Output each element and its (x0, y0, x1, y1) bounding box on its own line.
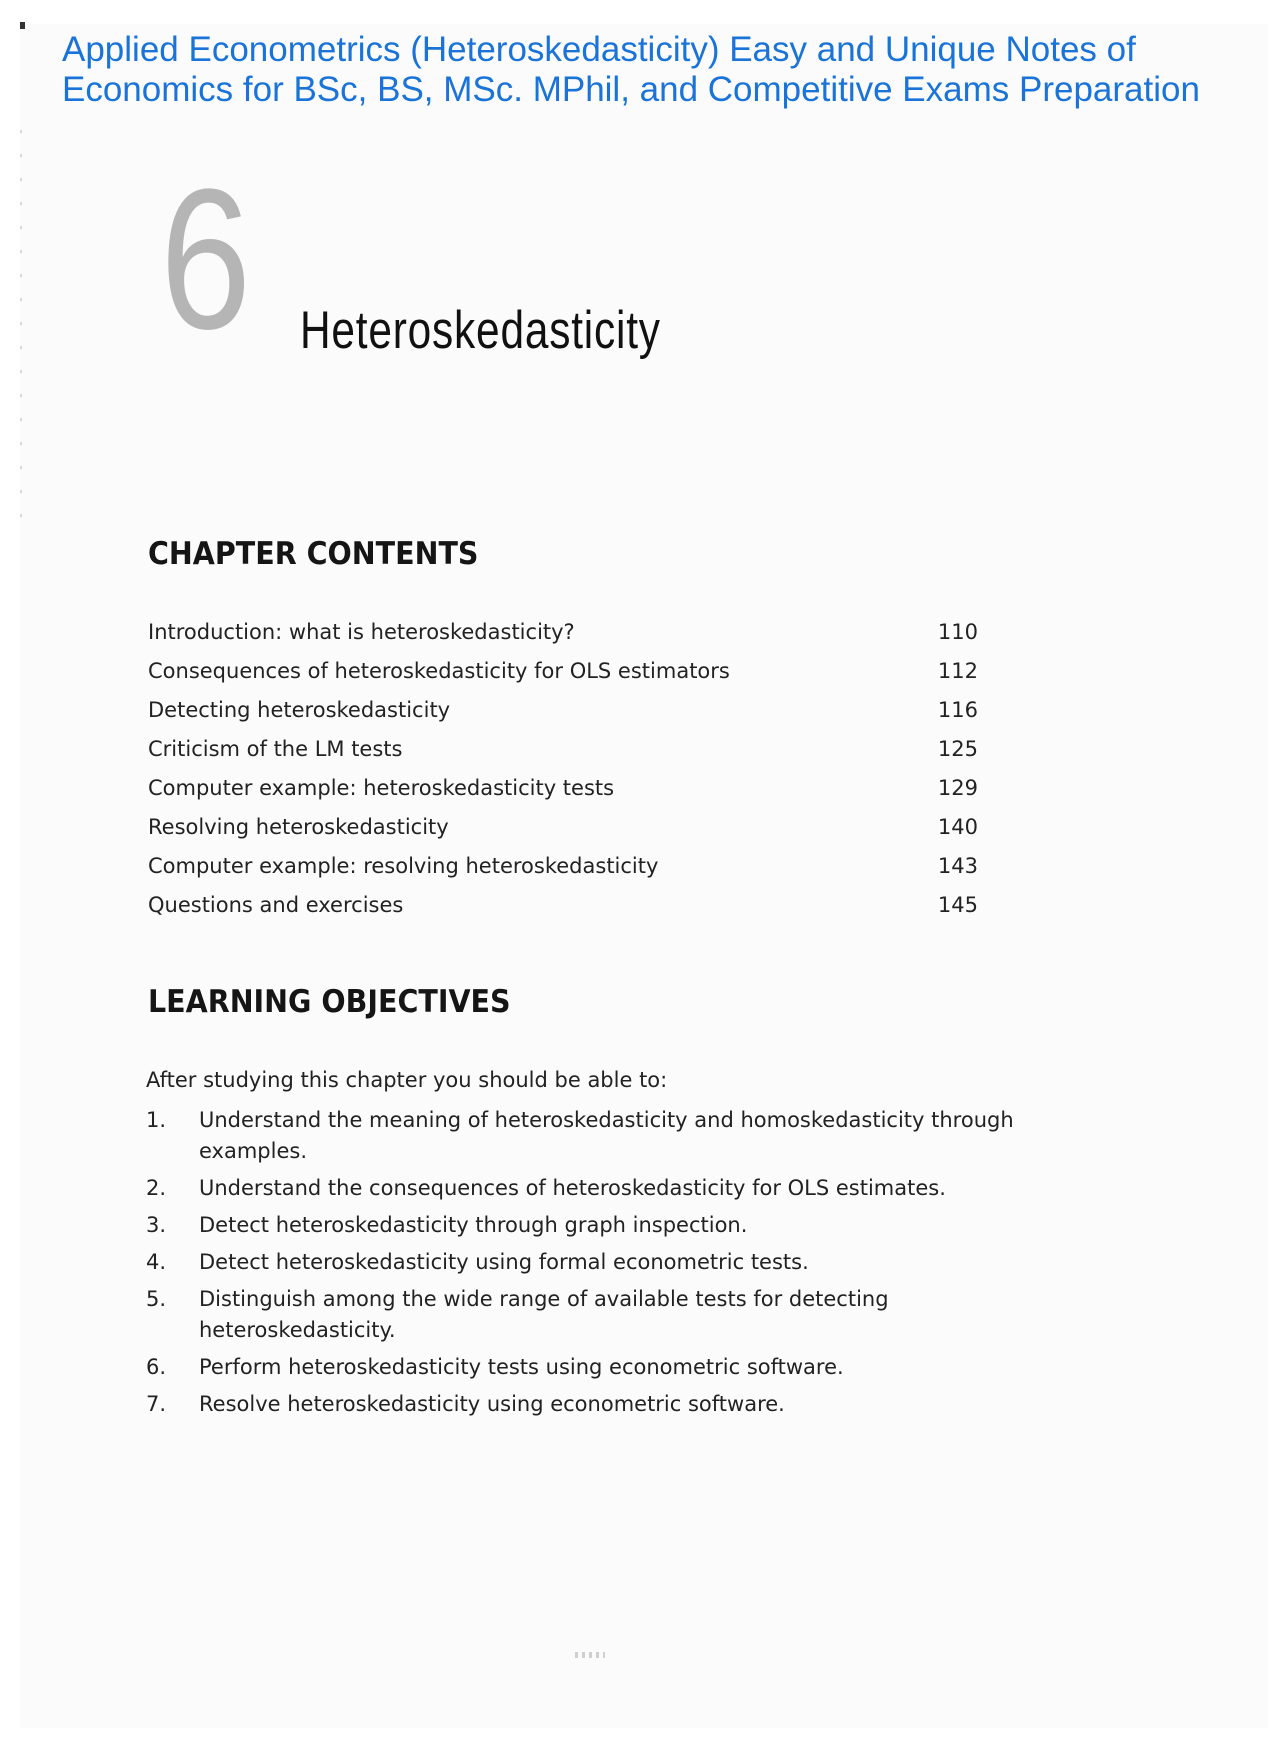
objective-text: Detect heteroskedasticity using formal econometric tests. (199, 1250, 809, 1274)
objective-text: Understand the consequences of heteroskedasticity for OLS estimates. (199, 1176, 946, 1200)
contents-entry-page: 110 (937, 620, 978, 644)
contents-entry-page: 112 (937, 659, 978, 683)
contents-row (148, 653, 978, 692)
objective-item (146, 1105, 1066, 1167)
objective-text: Detect heteroskedasticity through graph inspection. (199, 1213, 748, 1237)
document-banner-title: Applied Econometrics (Heteroskedasticity) Easy and Unique Notes of Economics for BSc, BS, MSc. MPhil, and Competitive Exams Preparation (62, 30, 1200, 109)
contents-entry-page: 140 (937, 815, 978, 839)
contents-entry-label: Detecting heteroskedasticity (148, 698, 451, 722)
objective-item (146, 1247, 1066, 1278)
objective-text: Resolve heteroskedasticity using econometric software. (199, 1392, 785, 1416)
learning-objectives-heading: LEARNING OBJECTIVES (148, 984, 511, 1020)
contents-row (148, 887, 978, 926)
contents-entry-label: Computer example: heteroskedasticity tests (148, 776, 615, 800)
contents-row (148, 770, 978, 809)
objective-text: Distinguish among the wide range of available tests for detecting heteroskedasticity. (199, 1287, 889, 1342)
contents-entry-label: Introduction: what is heteroskedasticity? (148, 620, 575, 644)
objective-number: 4. (146, 1250, 167, 1274)
scan-smudge (575, 1652, 605, 1658)
contents-row (148, 731, 978, 770)
contents-row (148, 614, 978, 653)
contents-row (148, 809, 978, 848)
contents-entry-page: 125 (937, 737, 978, 761)
chapter-title: Heteroskedasticity (300, 301, 661, 360)
objective-item (146, 1352, 1066, 1383)
objectives-intro-text: After studying this chapter you should be able to: (146, 1068, 668, 1092)
objective-text: Perform heteroskedasticity tests using econometric software. (199, 1355, 844, 1379)
contents-entry-page: 143 (937, 854, 978, 878)
contents-row (148, 848, 978, 887)
objective-number: 2. (146, 1176, 167, 1200)
scan-edge-artifact (20, 130, 22, 530)
objective-number: 3. (146, 1213, 167, 1237)
learning-objectives-list (146, 1105, 1066, 1426)
objective-number: 7. (146, 1392, 167, 1416)
contents-entry-page: 116 (937, 698, 978, 722)
objective-text: Understand the meaning of heteroskedasticity and homoskedasticity through examples. (199, 1108, 1014, 1163)
objective-number: 6. (146, 1355, 167, 1379)
chapter-contents-heading: CHAPTER CONTENTS (148, 536, 479, 572)
objective-number: 5. (146, 1287, 167, 1311)
objective-item (146, 1284, 1066, 1346)
contents-entry-label: Consequences of heteroskedasticity for OLS estimators (148, 659, 730, 683)
objective-item (146, 1210, 1066, 1241)
scan-corner-mark (20, 22, 25, 29)
contents-entry-label: Criticism of the LM tests (148, 737, 403, 761)
contents-entry-label: Resolving heteroskedasticity (148, 815, 449, 839)
contents-entry-label: Questions and exercises (148, 893, 404, 917)
chapter-contents-list (148, 614, 978, 926)
objective-item (146, 1389, 1066, 1420)
contents-entry-page: 129 (937, 776, 978, 800)
objective-number: 1. (146, 1108, 167, 1132)
contents-entry-page: 145 (937, 893, 978, 917)
objective-item (146, 1173, 1066, 1204)
contents-entry-label: Computer example: resolving heteroskedasticity (148, 854, 659, 878)
contents-row (148, 692, 978, 731)
chapter-number: 6 (160, 148, 252, 371)
